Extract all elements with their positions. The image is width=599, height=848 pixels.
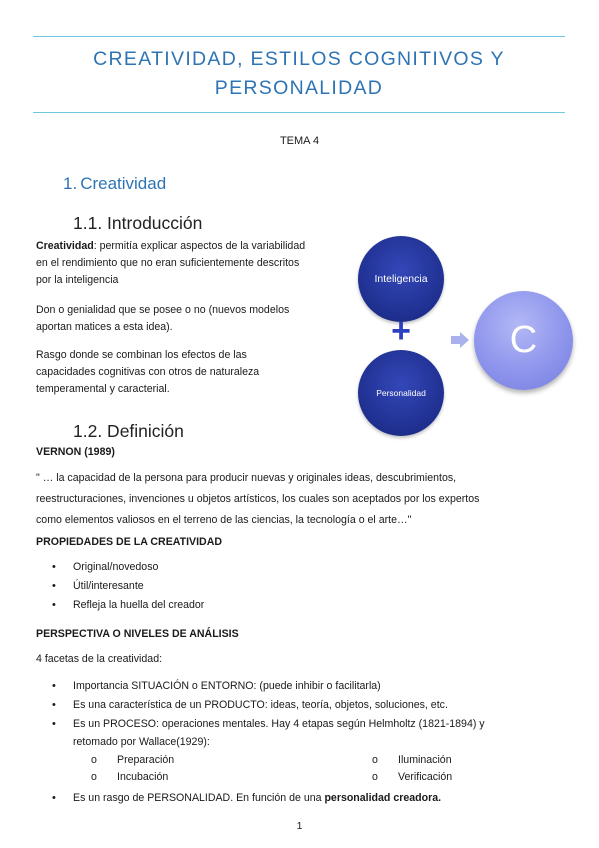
process-line-1: Es un PROCESO: operaciones mentales. Hay 4 etapas según Helmholtz (1821-1894) y bbox=[73, 718, 485, 731]
stage-item bbox=[369, 768, 452, 787]
section-number: 1. bbox=[63, 174, 78, 193]
list-item: • Es una característica de un PRODUCTO: ideas, teoría, objetos, soluciones, etc. bbox=[36, 696, 485, 715]
bottom-rule bbox=[33, 112, 565, 113]
stage-item bbox=[88, 768, 168, 787]
inteligencia-circle bbox=[358, 236, 444, 322]
document-title bbox=[33, 45, 565, 103]
perspective-heading: PERSPECTIVA O NIVELES DE ANÁLISIS bbox=[36, 628, 239, 640]
result-letter: C bbox=[509, 319, 538, 361]
properties-heading: PROPIEDADES DE LA CREATIVIDAD bbox=[36, 536, 222, 548]
stage-label: Incubación bbox=[117, 771, 169, 783]
stage-marker: o bbox=[91, 754, 97, 766]
topic-label: TEMA 4 bbox=[279, 135, 320, 147]
title-line-2: PERSONALIDAD bbox=[214, 77, 384, 99]
intro-paragraph-3 bbox=[36, 347, 346, 399]
stage-marker: o bbox=[91, 771, 97, 783]
intro-p3-line-2: capacidades cognitivas con otros de naturaleza bbox=[36, 366, 260, 379]
personality-facet-text: Es un rasgo de PERSONALIDAD. En función de una bbox=[73, 792, 325, 804]
personality-facet-bold: personalidad creadora. bbox=[324, 792, 442, 804]
personalidad-label: Personalidad bbox=[376, 388, 426, 398]
list-item: • Original/novedoso bbox=[36, 558, 204, 577]
result-circle bbox=[474, 291, 573, 390]
stage-marker: o bbox=[372, 754, 378, 766]
term-creatividad: Creatividad bbox=[36, 240, 94, 252]
quote-line-3: como elementos valiosos en el terreno de las ciencias, la tecnología o el arte…" bbox=[36, 514, 412, 526]
inteligencia-label: Inteligencia bbox=[374, 273, 428, 285]
list-item bbox=[36, 715, 485, 734]
plus-icon: + bbox=[391, 312, 411, 350]
author-heading: VERNON (1989) bbox=[36, 446, 115, 458]
process-continuation: retomado por Wallace(1929): bbox=[73, 736, 210, 748]
intro-p1-line-1: : permitía explicar aspectos de la variabilidad bbox=[93, 240, 306, 252]
intro-paragraph-1 bbox=[36, 238, 346, 290]
top-rule bbox=[33, 36, 565, 37]
list-item: • Importancia SITUACIÓN o ENTORNO: (puede inhibir o facilitarla) bbox=[36, 677, 485, 696]
page-number: 1 bbox=[296, 820, 303, 832]
facets-list-last bbox=[36, 789, 441, 808]
stage-label: Preparación bbox=[117, 754, 175, 766]
quote-line-1: " … la capacidad de la persona para producir nuevas y originales ideas, descubrimientos, bbox=[36, 472, 457, 484]
facets-list bbox=[36, 677, 485, 735]
facets-intro: 4 facetas de la creatividad: bbox=[36, 653, 163, 665]
quote-line-2: reestructuraciones, invenciones u objetos artísticos, los cuales son aceptados por los expertos bbox=[36, 493, 480, 505]
stage-marker: o bbox=[372, 771, 378, 783]
intro-paragraph-2 bbox=[36, 302, 346, 336]
intro-p1-line-2: en el rendimiento que no eran suficientemente descritos bbox=[36, 257, 300, 270]
list-item: • Útil/interesante bbox=[36, 577, 204, 596]
vernon-quote bbox=[36, 468, 576, 531]
intro-p3-line-1: Rasgo donde se combinan los efectos de las bbox=[36, 349, 247, 361]
subsection-heading-definition: 1.2. Definición bbox=[73, 421, 184, 441]
arrow-right-icon bbox=[451, 332, 469, 348]
intro-p1-line-3: por la inteligencia bbox=[36, 274, 119, 287]
stage-label: Iluminación bbox=[398, 754, 452, 766]
intro-p2-line-2: aportan matices a esta idea). bbox=[36, 321, 173, 334]
list-item bbox=[36, 789, 441, 808]
intro-p2-line-1: Don o genialidad que se posee o no (nuevos modelos bbox=[36, 304, 290, 316]
section-title: Creatividad bbox=[80, 174, 167, 193]
section-heading bbox=[63, 174, 166, 194]
list-item: • Refleja la huella del creador bbox=[36, 596, 204, 615]
properties-list bbox=[36, 558, 204, 616]
intro-p3-line-3: temperamental y caracterial. bbox=[36, 383, 170, 396]
personalidad-circle bbox=[358, 350, 444, 436]
stage-label: Verificación bbox=[398, 771, 453, 783]
title-line-1: CREATIVIDAD, ESTILOS COGNITIVOS Y bbox=[93, 48, 505, 70]
subsection-heading-intro: 1.1. Introducción bbox=[73, 213, 203, 233]
